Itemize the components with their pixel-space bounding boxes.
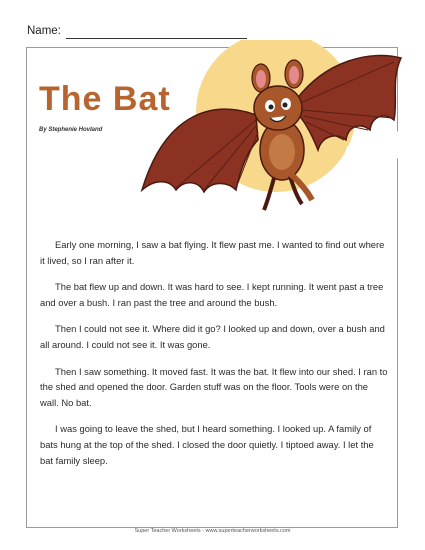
- name-label: Name:: [27, 25, 61, 37]
- story-text: [40, 237, 388, 479]
- worksheet-title: The Bat: [39, 80, 171, 118]
- story-paragraph: The bat flew up and down. It was hard to see. I kept running. It went past a tree and over a bush. I ran past the tree and around the bush.: [40, 281, 384, 308]
- footer-credit: Super Teacher Worksheets - www.superteacherworksheets.com: [134, 528, 291, 534]
- story-paragraph: Early one morning, I saw a bat flying. It flew past me. I wanted to find out where it lived, so I ran after it.: [40, 239, 385, 266]
- story-paragraph: I was going to leave the shed, but I heard something. I looked up. A family of bats hung at the top of the shed. I closed the door quietly. I tiptoed away. I let the bat family sleep.: [40, 423, 374, 466]
- story-paragraph: Then I saw something. It moved fast. It was the bat. It flew into our shed. I ran to the shed and opened the door. Garden stuff was on the floor. Tools were on the wall. No bat.: [40, 365, 388, 408]
- story-paragraph: Then I could not see it. Where did it go? I looked up and down, over a bush and all around. I could not see it. It was gone.: [40, 323, 385, 350]
- bat-illustration-icon: [136, 40, 406, 230]
- author-byline: By Stephenie Hovland: [39, 127, 103, 133]
- name-blank-line[interactable]: [66, 38, 247, 39]
